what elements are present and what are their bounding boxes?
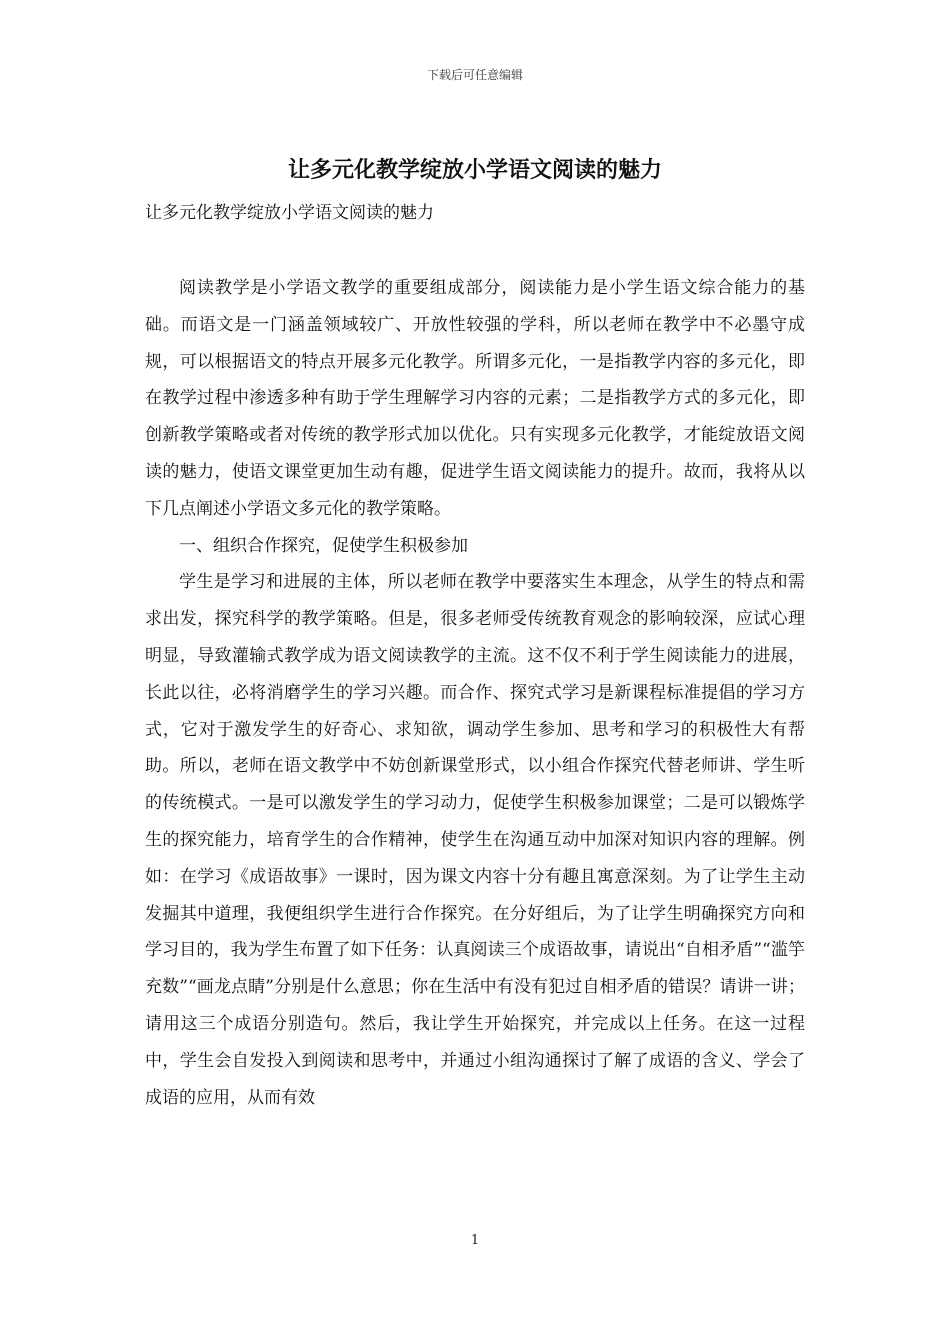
document-subtitle: 让多元化教学绽放小学语文阅读的魅力 bbox=[145, 203, 434, 223]
document-body bbox=[145, 270, 805, 1204]
page-header-note: 下载后可任意编辑 bbox=[426, 68, 523, 82]
page-number: 1 bbox=[470, 1233, 480, 1248]
paragraph-section-1: 学生是学习和进展的主体，所以老师在教学中要落实生本理念，从学生的特点和需求出发，探究科学的教学策略。但是，很多老师受传统教育观念的影响较深，应试心理明显，导致灌输式教学成为语文阅读教学的主流。这不仅不利于学生阅读能力的进展，长此以往，必将消磨学生的学习兴趣。而合作、探究式学习是新课程标准提倡的学习方式，它对于激发学生的好奇心、求知欲，调动学生参加、思考和学习的积极性大有帮助。所以，老师在语文教学中不妨创新课堂形式，以小组合作探究代替老师讲、学生听的传统模式。一是可以激发学生的学习动力，促使学生积极参加课堂；二是可以锻炼学生的探究能力，培育学生的合作精神，使学生在沟通互动中加深对知识内容的理解。例如：在学习《成语故事》一课时，因为课文内容十分有趣且寓意深刻。为了让学生主动发掘其中道理，我便组织学生进行合作探究。在分好组后，为了让学生明确探究方向和学习目的，我为学生布置了如下任务：认真阅读三个成语故事，请说出“自相矛盾”“滥竽充数”“画龙点睛”分别是什么意思；你在生活中有没有犯过自相矛盾的错误？请讲一讲；请用这三个成语分别造句。然后，我让学生开始探究，并完成以上任务。在这一过程中，学生会自发投入到阅读和思考中，并通过小组沟通探讨了解了成语的含义、学会了成语的应用，从而有效 bbox=[145, 572, 805, 1108]
section-heading-1: 一、组织合作探究，促使学生积极参加 bbox=[179, 535, 468, 556]
paragraph-intro: 阅读教学是小学语文教学的重要组成部分，阅读能力是小学生语文综合能力的基础。而语文是一门涵盖领域较广、开放性较强的学科，所以老师在教学中不必墨守成规，可以根据语文的特点开展多元化教学。所谓多元化，一是指教学内容的多元化，即在教学过程中渗透多种有助于学生理解学习内容的元素；二是指教学方式的多元化，即创新教学策略或者对传统的教学形式加以优化。只有实现多元化教学，才能绽放语文阅读的魅力，使语文课堂更加生动有趣，促进学生语文阅读能力的提升。故而，我将从以下几点阐述小学语文多元化的教学策略。 bbox=[145, 278, 805, 519]
document-title: 让多元化教学绽放小学语文阅读的魅力 bbox=[287, 157, 662, 183]
